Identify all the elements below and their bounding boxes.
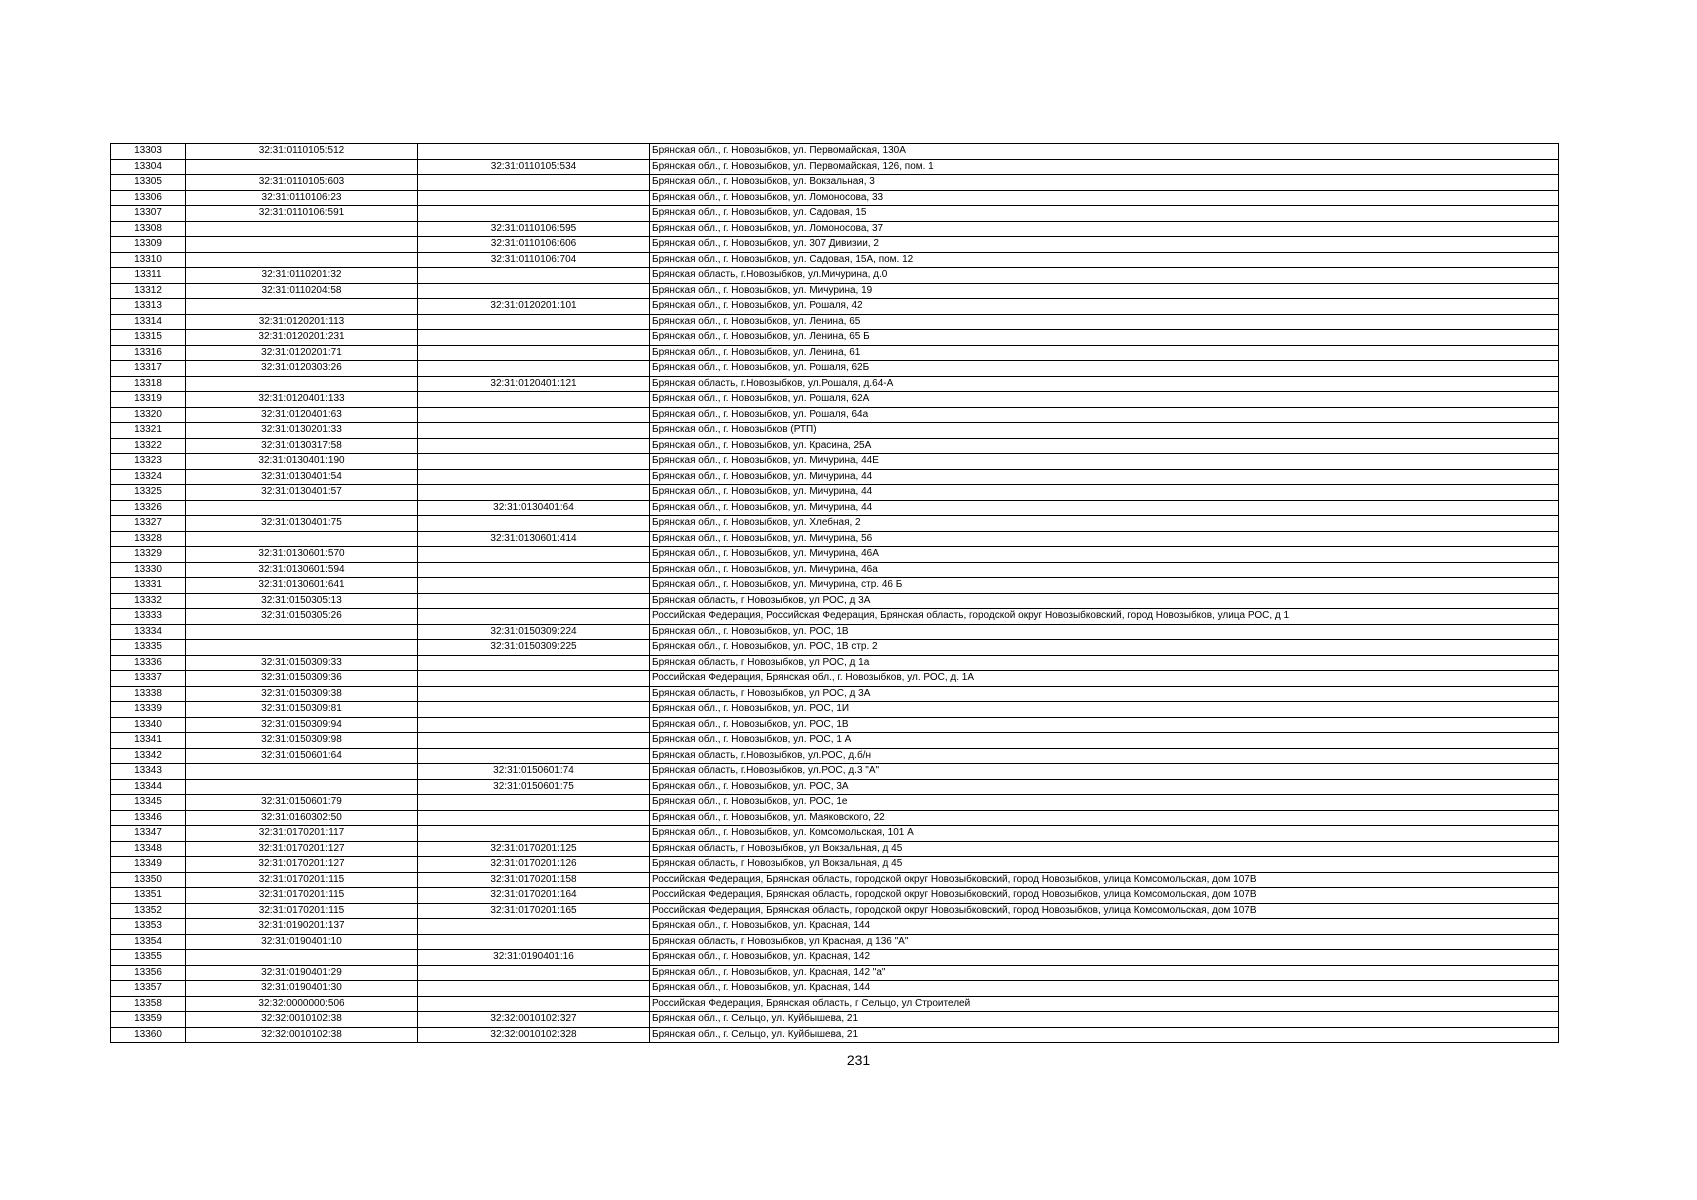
cadastral-number-cell: 32:31:0160302:50 [186,810,418,826]
related-cadastral-number-cell [418,392,650,408]
table-row [111,919,1559,935]
address-cell: Брянская обл., г. Сельцо, ул. Куйбышева, 21 [650,1012,1559,1028]
address-cell: Брянская область, г.Новозыбков, ул.РОС, д.б/н [650,748,1559,764]
row-number-cell: 13312 [111,283,186,299]
related-cadastral-number-cell: 32:31:0150601:75 [418,779,650,795]
cadastral-number-cell: 32:31:0150309:98 [186,733,418,749]
table-row [111,934,1559,950]
related-cadastral-number-cell [418,469,650,485]
cadastral-number-cell [186,764,418,780]
cadastral-number-cell [186,376,418,392]
cadastral-number-cell: 32:31:0130401:75 [186,516,418,532]
row-number-cell: 13333 [111,609,186,625]
cadastral-number-cell: 32:31:0170201:115 [186,903,418,919]
cadastral-number-cell: 32:31:0150305:13 [186,593,418,609]
related-cadastral-number-cell: 32:31:0110105:534 [418,159,650,175]
table-row [111,593,1559,609]
table-row [111,237,1559,253]
address-cell: Брянская область, г Новозыбков, ул Вокзальная, д 45 [650,841,1559,857]
address-cell: Российская Федерация, Брянская область, городской округ Новозыбковский, город Новозыбков, улица Комсомольская, дом 107В [650,903,1559,919]
address-cell: Брянская обл., г. Новозыбков, ул. Рошаля, 64а [650,407,1559,423]
address-cell: Брянская обл., г. Новозыбков, ул. Ленина, 65 Б [650,330,1559,346]
related-cadastral-number-cell [418,144,650,160]
row-number-cell: 13318 [111,376,186,392]
cadastral-number-cell: 32:31:0130317:58 [186,438,418,454]
row-number-cell: 13314 [111,314,186,330]
related-cadastral-number-cell [418,268,650,284]
address-cell: Брянская область, г Новозыбков, ул Вокзальная, д 45 [650,857,1559,873]
table-row [111,283,1559,299]
table-row [111,144,1559,160]
table-row [111,423,1559,439]
table-row [111,175,1559,191]
table-row [111,671,1559,687]
related-cadastral-number-cell [418,717,650,733]
address-cell: Брянская обл., г. Новозыбков, ул. Мичурина, 46А [650,547,1559,563]
related-cadastral-number-cell: 32:31:0110106:606 [418,237,650,253]
related-cadastral-number-cell [418,981,650,997]
cadastral-number-cell [186,159,418,175]
related-cadastral-number-cell [418,407,650,423]
related-cadastral-number-cell: 32:31:0120201:101 [418,299,650,315]
address-cell: Брянская обл., г. Новозыбков, ул. РОС, 1В стр. 2 [650,640,1559,656]
row-number-cell: 13328 [111,531,186,547]
table-row [111,547,1559,563]
table-row [111,965,1559,981]
cadastral-number-cell: 32:31:0190401:10 [186,934,418,950]
table-row [111,407,1559,423]
address-cell: Брянская обл., г. Новозыбков, ул. Рошаля, 62А [650,392,1559,408]
table-row [111,469,1559,485]
row-number-cell: 13342 [111,748,186,764]
related-cadastral-number-cell: 32:31:0120401:121 [418,376,650,392]
cadastral-number-cell [186,237,418,253]
row-number-cell: 13353 [111,919,186,935]
row-number-cell: 13355 [111,950,186,966]
address-cell: Брянская обл., г. Новозыбков, ул. Мичурина, 46а [650,562,1559,578]
table-row [111,857,1559,873]
address-cell: Брянская обл., г. Новозыбков, ул. Рошаля, 62Б [650,361,1559,377]
related-cadastral-number-cell: 32:31:0150309:225 [418,640,650,656]
table-row [111,609,1559,625]
row-number-cell: 13350 [111,872,186,888]
address-cell: Брянская обл., г. Новозыбков, ул. Садовая, 15 [650,206,1559,222]
row-number-cell: 13307 [111,206,186,222]
related-cadastral-number-cell [418,965,650,981]
row-number-cell: 13332 [111,593,186,609]
row-number-cell: 13351 [111,888,186,904]
table-row [111,578,1559,594]
related-cadastral-number-cell: 32:31:0190401:16 [418,950,650,966]
cadastral-number-cell: 32:31:0120303:26 [186,361,418,377]
address-cell: Российская Федерация, Брянская область, городской округ Новозыбковский, город Новозыбков, улица Комсомольская, дом 107В [650,872,1559,888]
table-row [111,624,1559,640]
row-number-cell: 13327 [111,516,186,532]
table-row [111,1027,1559,1043]
table-row [111,640,1559,656]
row-number-cell: 13309 [111,237,186,253]
table-row [111,516,1559,532]
row-number-cell: 13334 [111,624,186,640]
address-cell: Брянская обл., г. Новозыбков (РТП) [650,423,1559,439]
cadastral-number-cell: 32:31:0110105:512 [186,144,418,160]
cadastral-number-cell: 32:31:0170201:127 [186,841,418,857]
table-row [111,330,1559,346]
row-number-cell: 13354 [111,934,186,950]
related-cadastral-number-cell [418,438,650,454]
address-cell: Брянская область, г.Новозыбков, ул.Рошаля, д.64-А [650,376,1559,392]
related-cadastral-number-cell [418,810,650,826]
related-cadastral-number-cell [418,934,650,950]
cadastral-number-cell: 32:31:0110106:591 [186,206,418,222]
address-cell: Брянская обл., г. Новозыбков, ул. Мичурина, 56 [650,531,1559,547]
cadastral-number-cell: 32:31:0120201:71 [186,345,418,361]
cadastral-number-cell: 32:31:0150309:81 [186,702,418,718]
table-row [111,392,1559,408]
address-cell: Брянская обл., г. Новозыбков, ул. Мичурина, 44 [650,469,1559,485]
page-number: 231 [846,1052,871,1068]
cadastral-number-cell: 32:32:0000000:506 [186,996,418,1012]
row-number-cell: 13340 [111,717,186,733]
address-cell: Брянская обл., г. Новозыбков, ул. Красина, 25А [650,438,1559,454]
row-number-cell: 13347 [111,826,186,842]
table-row [111,888,1559,904]
address-cell: Брянская обл., г. Новозыбков, ул. Красная, 144 [650,981,1559,997]
address-cell: Брянская обл., г. Новозыбков, ул. РОС, 1 А [650,733,1559,749]
related-cadastral-number-cell [418,330,650,346]
cadastral-number-cell [186,500,418,516]
address-cell: Брянская обл., г. Новозыбков, ул. Маяковского, 22 [650,810,1559,826]
cadastral-number-cell: 32:31:0130601:641 [186,578,418,594]
row-number-cell: 13343 [111,764,186,780]
row-number-cell: 13320 [111,407,186,423]
row-number-cell: 13348 [111,841,186,857]
table-row [111,159,1559,175]
table-row [111,733,1559,749]
address-cell: Брянская обл., г. Новозыбков, ул. РОС, 1е [650,795,1559,811]
table-row [111,454,1559,470]
related-cadastral-number-cell: 32:31:0130401:64 [418,500,650,516]
cadastral-number-cell: 32:31:0150309:38 [186,686,418,702]
row-number-cell: 13325 [111,485,186,501]
related-cadastral-number-cell [418,314,650,330]
address-cell: Брянская обл., г. Новозыбков, ул. Рошаля, 42 [650,299,1559,315]
cadastral-number-cell: 32:31:0120201:113 [186,314,418,330]
row-number-cell: 13339 [111,702,186,718]
address-cell: Брянская обл., г. Новозыбков, ул. Ленина, 65 [650,314,1559,330]
table-row [111,950,1559,966]
cadastral-number-cell [186,299,418,315]
cadastral-number-cell: 32:32:0010102:38 [186,1012,418,1028]
address-cell: Российская Федерация, Брянская область, г Сельцо, ул Строителей [650,996,1559,1012]
related-cadastral-number-cell: 32:31:0110106:704 [418,252,650,268]
row-number-cell: 13306 [111,190,186,206]
address-cell: Брянская обл., г. Новозыбков, ул. Ломоносова, 33 [650,190,1559,206]
cadastral-number-cell: 32:31:0150305:26 [186,609,418,625]
row-number-cell: 13337 [111,671,186,687]
row-number-cell: 13304 [111,159,186,175]
row-number-cell: 13352 [111,903,186,919]
related-cadastral-number-cell [418,345,650,361]
row-number-cell: 13303 [111,144,186,160]
cadastral-number-cell: 32:31:0120401:63 [186,407,418,423]
address-cell: Брянская область, г Новозыбков, ул Красная, д 136 "А" [650,934,1559,950]
row-number-cell: 13313 [111,299,186,315]
related-cadastral-number-cell [418,795,650,811]
related-cadastral-number-cell [418,206,650,222]
cadastral-number-cell: 32:31:0110201:32 [186,268,418,284]
cadastral-number-cell: 32:31:0130201:33 [186,423,418,439]
row-number-cell: 13326 [111,500,186,516]
address-cell: Брянская обл., г. Новозыбков, ул. Садовая, 15А, пом. 12 [650,252,1559,268]
row-number-cell: 13330 [111,562,186,578]
related-cadastral-number-cell [418,609,650,625]
address-cell: Брянская область, г Новозыбков, ул РОС, д 3А [650,593,1559,609]
related-cadastral-number-cell [418,283,650,299]
related-cadastral-number-cell [418,593,650,609]
related-cadastral-number-cell [418,361,650,377]
row-number-cell: 13305 [111,175,186,191]
row-number-cell: 13349 [111,857,186,873]
table-row [111,531,1559,547]
row-number-cell: 13356 [111,965,186,981]
table-row [111,252,1559,268]
related-cadastral-number-cell: 32:31:0170201:158 [418,872,650,888]
row-number-cell: 13359 [111,1012,186,1028]
related-cadastral-number-cell: 32:31:0150601:74 [418,764,650,780]
table-row [111,686,1559,702]
row-number-cell: 13319 [111,392,186,408]
address-cell: Брянская обл., г. Новозыбков, ул. Ломоносова, 37 [650,221,1559,237]
cadastral-number-cell: 32:32:0010102:38 [186,1027,418,1043]
address-cell: Брянская обл., г. Новозыбков, ул. Красная, 144 [650,919,1559,935]
address-cell: Брянская область, г Новозыбков, ул РОС, д 3А [650,686,1559,702]
cadastral-number-cell: 32:31:0130401:57 [186,485,418,501]
table-row [111,717,1559,733]
table-row [111,764,1559,780]
cadastral-number-cell: 32:31:0150309:36 [186,671,418,687]
table-row [111,981,1559,997]
related-cadastral-number-cell [418,175,650,191]
related-cadastral-number-cell [418,996,650,1012]
cadastral-number-cell: 32:31:0190401:29 [186,965,418,981]
cadastral-number-cell: 32:31:0170201:117 [186,826,418,842]
row-number-cell: 13341 [111,733,186,749]
row-number-cell: 13336 [111,655,186,671]
address-cell: Брянская обл., г. Сельцо, ул. Куйбышева, 21 [650,1027,1559,1043]
related-cadastral-number-cell [418,671,650,687]
related-cadastral-number-cell [418,748,650,764]
related-cadastral-number-cell: 32:32:0010102:327 [418,1012,650,1028]
table-body [111,144,1559,1043]
table-row [111,872,1559,888]
address-cell: Брянская обл., г. Новозыбков, ул. Мичурина, 44 [650,500,1559,516]
table-row [111,903,1559,919]
cadastral-number-cell: 32:31:0130401:54 [186,469,418,485]
related-cadastral-number-cell: 32:31:0170201:126 [418,857,650,873]
address-cell: Брянская область, г Новозыбков, ул РОС, д 1а [650,655,1559,671]
row-number-cell: 13329 [111,547,186,563]
cadastral-number-cell [186,779,418,795]
cadastral-number-cell [186,221,418,237]
cadastral-number-cell: 32:31:0170201:115 [186,888,418,904]
address-cell: Брянская обл., г. Новозыбков, ул. Мичурина, стр. 46 Б [650,578,1559,594]
address-cell: Брянская обл., г. Новозыбков, ул. Первомайская, 130А [650,144,1559,160]
table-row [111,562,1559,578]
related-cadastral-number-cell [418,733,650,749]
address-cell: Брянская обл., г. Новозыбков, ул. Мичурина, 19 [650,283,1559,299]
table-row [111,795,1559,811]
cadastral-number-cell: 32:31:0170201:127 [186,857,418,873]
cadastral-number-cell: 32:31:0120201:231 [186,330,418,346]
address-cell: Брянская обл., г. Новозыбков, ул. Хлебная, 2 [650,516,1559,532]
related-cadastral-number-cell: 32:31:0150309:224 [418,624,650,640]
cadastral-number-cell [186,531,418,547]
address-cell: Брянская область, г.Новозыбков, ул.РОС, д.3 "А" [650,764,1559,780]
address-cell: Брянская обл., г. Новозыбков, ул. Комсомольская, 101 А [650,826,1559,842]
row-number-cell: 13311 [111,268,186,284]
address-cell: Брянская обл., г. Новозыбков, ул. Мичурина, 44 [650,485,1559,501]
address-cell: Брянская обл., г. Новозыбков, ул. Первомайская, 126, пом. 1 [650,159,1559,175]
cadastral-number-cell: 32:31:0150309:94 [186,717,418,733]
cadastral-number-cell: 32:31:0110106:23 [186,190,418,206]
row-number-cell: 13357 [111,981,186,997]
related-cadastral-number-cell [418,655,650,671]
row-number-cell: 13358 [111,996,186,1012]
address-cell: Брянская обл., г. Новозыбков, ул. Вокзальная, 3 [650,175,1559,191]
table-row [111,485,1559,501]
address-cell: Российская Федерация, Брянская область, городской округ Новозыбковский, город Новозыбков, улица Комсомольская, дом 107В [650,888,1559,904]
related-cadastral-number-cell [418,423,650,439]
cadastral-number-cell: 32:31:0190201:137 [186,919,418,935]
related-cadastral-number-cell: 32:31:0130601:414 [418,531,650,547]
table-row [111,268,1559,284]
related-cadastral-number-cell [418,686,650,702]
related-cadastral-number-cell: 32:31:0170201:165 [418,903,650,919]
table-row [111,190,1559,206]
address-cell: Брянская обл., г. Новозыбков, ул. Ленина, 61 [650,345,1559,361]
cadastral-number-cell: 32:31:0120401:133 [186,392,418,408]
table-row [111,376,1559,392]
related-cadastral-number-cell [418,702,650,718]
address-cell: Брянская обл., г. Новозыбков, ул. Мичурина, 44Е [650,454,1559,470]
row-number-cell: 13331 [111,578,186,594]
related-cadastral-number-cell [418,919,650,935]
cadastral-number-cell: 32:31:0110105:603 [186,175,418,191]
row-number-cell: 13317 [111,361,186,377]
address-cell: Брянская обл., г. Новозыбков, ул. РОС, 3А [650,779,1559,795]
row-number-cell: 13346 [111,810,186,826]
table-row [111,314,1559,330]
table-row [111,206,1559,222]
row-number-cell: 13322 [111,438,186,454]
row-number-cell: 13360 [111,1027,186,1043]
address-cell: Брянская обл., г. Новозыбков, ул. РОС, 1В [650,717,1559,733]
related-cadastral-number-cell [418,562,650,578]
related-cadastral-number-cell [418,485,650,501]
cadastral-number-cell [186,252,418,268]
table-row [111,345,1559,361]
table-row [111,1012,1559,1028]
table-row [111,748,1559,764]
cadastral-number-cell [186,950,418,966]
table-row [111,810,1559,826]
row-number-cell: 13324 [111,469,186,485]
row-number-cell: 13335 [111,640,186,656]
cadastral-number-cell [186,624,418,640]
row-number-cell: 13345 [111,795,186,811]
row-number-cell: 13321 [111,423,186,439]
row-number-cell: 13315 [111,330,186,346]
related-cadastral-number-cell: 32:32:0010102:328 [418,1027,650,1043]
cadastral-number-cell: 32:31:0150601:64 [186,748,418,764]
row-number-cell: 13323 [111,454,186,470]
row-number-cell: 13310 [111,252,186,268]
address-cell: Брянская обл., г. Новозыбков, ул. РОС, 1В [650,624,1559,640]
address-cell: Брянская обл., г. Новозыбков, ул. Красная, 142 [650,950,1559,966]
table-row [111,996,1559,1012]
table-row [111,826,1559,842]
cadastral-number-cell: 32:31:0110204:58 [186,283,418,299]
related-cadastral-number-cell [418,190,650,206]
related-cadastral-number-cell: 32:31:0170201:164 [418,888,650,904]
related-cadastral-number-cell: 32:31:0170201:125 [418,841,650,857]
cadastral-number-cell [186,640,418,656]
table-row [111,779,1559,795]
table-row [111,299,1559,315]
table-row [111,221,1559,237]
cadastral-number-cell: 32:31:0150601:79 [186,795,418,811]
table-row [111,655,1559,671]
cadastral-number-cell: 32:31:0130401:190 [186,454,418,470]
related-cadastral-number-cell [418,516,650,532]
cadastral-number-cell: 32:31:0150309:33 [186,655,418,671]
cadastral-number-cell: 32:31:0190401:30 [186,981,418,997]
address-cell: Российская Федерация, Российская Федерация, Брянская область, городской округ Новозыбковский, город Новозыбков, улица РОС, д 1 [650,609,1559,625]
row-number-cell: 13344 [111,779,186,795]
related-cadastral-number-cell [418,578,650,594]
address-cell: Брянская обл., г. Новозыбков, ул. Красная, 142 "а" [650,965,1559,981]
related-cadastral-number-cell: 32:31:0110106:595 [418,221,650,237]
address-cell: Брянская обл., г. Новозыбков, ул. РОС, 1И [650,702,1559,718]
address-cell: Брянская область, г.Новозыбков, ул.Мичурина, д.0 [650,268,1559,284]
address-cell: Брянская обл., г. Новозыбков, ул. 307 Дивизии, 2 [650,237,1559,253]
table-row [111,702,1559,718]
table-row [111,841,1559,857]
row-number-cell: 13338 [111,686,186,702]
table-row [111,438,1559,454]
cadastral-number-cell: 32:31:0130601:570 [186,547,418,563]
row-number-cell: 13308 [111,221,186,237]
data-table [110,143,1559,1043]
related-cadastral-number-cell [418,826,650,842]
table-row [111,500,1559,516]
row-number-cell: 13316 [111,345,186,361]
cadastral-number-cell: 32:31:0170201:115 [186,872,418,888]
related-cadastral-number-cell [418,547,650,563]
table-row [111,361,1559,377]
related-cadastral-number-cell [418,454,650,470]
cadastral-number-cell: 32:31:0130601:594 [186,562,418,578]
address-cell: Российская Федерация, Брянская обл., г. Новозыбков, ул. РОС, д. 1А [650,671,1559,687]
